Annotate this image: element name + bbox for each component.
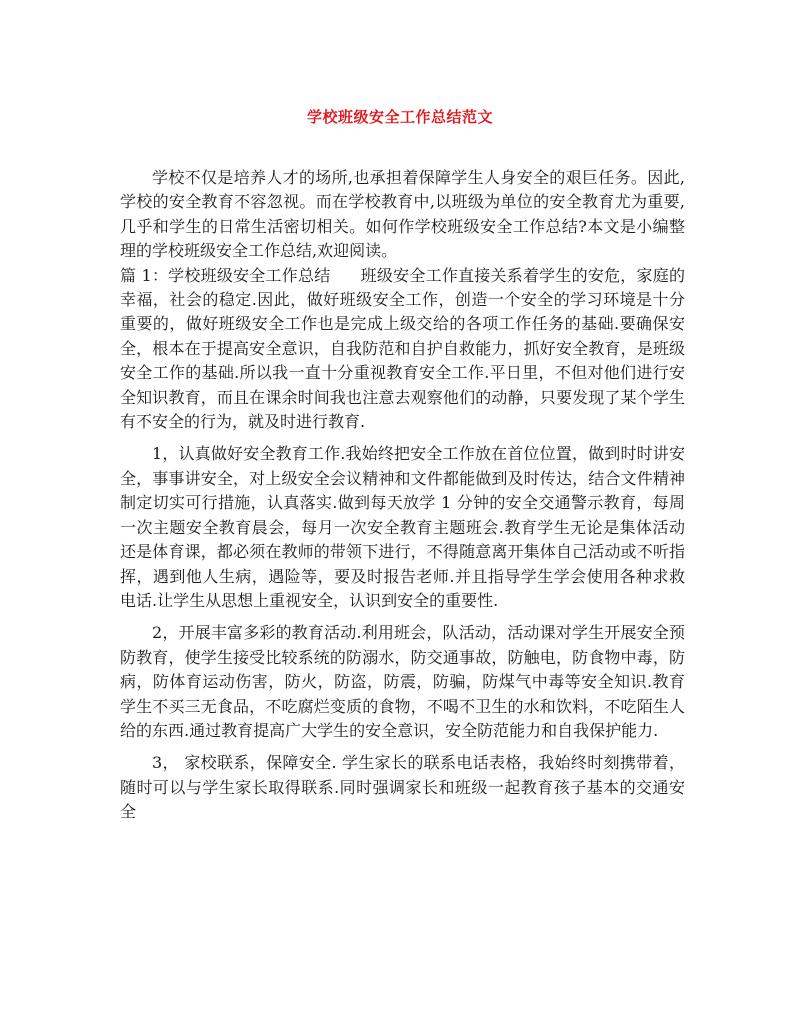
point-2-paragraph: 2，开展丰富多彩的教育活动.利用班会，队活动，活动课对学生开展安全预防教育，使学生接受比较系统的防溺水，防交通事故，防触电，防食物中毒，防病，防体育运动伤害，防火，防盗，防震，防骗，防煤气中毒等安全知识.教育学生不买三无食品，不吃腐烂变质的食物，不喝不卫生的水和饮料，不吃陌生人给的东西.通过教育提高广大学生的安全意识，安全防范能力和自我保护能力. [120,623,685,740]
document-body [120,166,685,825]
article-first-paragraph [120,264,685,435]
point-1-paragraph: 1，认真做好安全教育工作.我始终把安全工作放在首位位置，做到时时讲安全，事事讲安全，对上级安全会议精神和文件都能做到及时传达，结合文件精神制定切实可行措施，认真落实.做到每天放学 1 分钟的安全交通警示教育，每周一次主题安全教育晨会，每月一次安全教育主题班会.教育学生无论是集体活动还是体育课，都必须在教师的带领下进行，不得随意离开集体自己活动或不听指挥，遇到他人生病，遇险等，要及时报告老师.并且指导学生学会使用各种求救电话.让学生从思想上重视安全，认识到安全的重要性. [120,444,685,610]
point-3-paragraph: 3， 家校联系，保障安全. 学生家长的联系电话表格，我始终时刻携带着，随时可以与学生家长取得联系.同时强调家长和班级一起教育孩子基本的交通安全 [120,753,685,822]
intro-paragraph: 学校不仅是培养人才的场所,也承担着保障学生人身安全的艰巨任务。因此,学校的安全教育不容忽视。而在学校教育中,以班级为单位的安全教育尤为重要,几乎和学生的日常生活密切相关。如何作学校班级安全工作总结?本文是小编整理的学校班级安全工作总结,欢迎阅读。 [120,168,685,261]
article-heading: 篇 1：学校班级安全工作总结 [120,265,331,285]
article-lead: 班级安全工作直接关系着学生的安危，家庭的幸福，社会的稳定.因此，做好班级安全工作，创造一个安全的学习环境是十分重要的，做好班级安全工作也是完成上级交给的各项工作任务的基础.要确保安全，根本在于提高安全意识，自我防范和自护自救能力，抓好安全教育，是班级安全工作的基础.所以我一直十分重视教育安全工作.平日里，不但对他们进行安全知识教育，而且在课余时间我也注意去观察他们的动静，只要发现了某个学生有不安全的行为，就及时进行教育. [120,265,685,432]
document-title: 学校班级安全工作总结范文 [306,108,493,126]
